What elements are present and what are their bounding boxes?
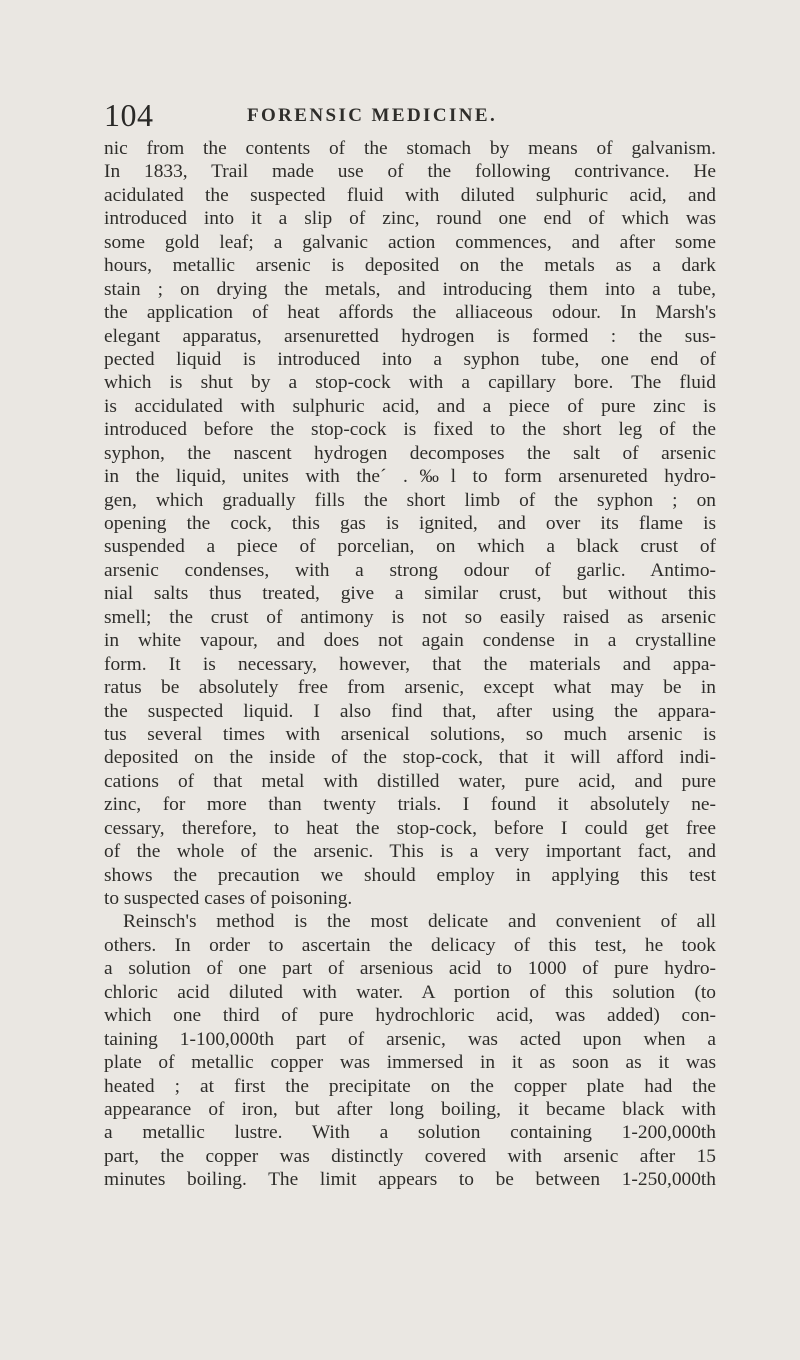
text-line: deposited on the inside of the stop-cock, that it will afford indi- [104,747,716,769]
text-line: taining 1-100,000th part of arsenic, was acted upon when a [104,1028,716,1050]
text-line: In 1833, Trail made use of the following contrivance. He [104,161,716,183]
text-line: introduced into it a slip of zinc, round one end of which was [104,208,716,230]
text-line: syphon, the nascent hydrogen decomposes the salt of arsenic [104,442,716,464]
text-line: others. In order to ascertain the delicacy of this test, he took [104,934,716,956]
text-line: elegant apparatus, arsenuretted hydrogen is formed : the sus- [104,325,716,347]
text-line: hours, metallic arsenic is deposited on the metals as a dark [104,255,716,277]
text-line: gen, which gradually fills the short limb of the syphon ; on [104,489,716,511]
text-line: stain ; on drying the metals, and introducing them into a tube, [104,278,716,300]
text-line: cessary, therefore, to heat the stop-cock, before I could get free [104,817,716,839]
text-line: part, the copper was distinctly covered with arsenic after 15 [104,1145,716,1167]
text-line: arsenic condenses, with a strong odour of garlic. Antimo- [104,559,716,581]
text-line: in the liquid, unites with the´ .‰l to form arsenureted hydro- [104,466,716,488]
text-line: cations of that metal with distilled water, pure acid, and pure [104,770,716,792]
text-line: introduced before the stop-cock is fixed to the short leg of the [104,419,716,441]
text-line: acidulated the suspected fluid with diluted sulphuric acid, and [104,184,716,206]
text-line: minutes boiling. The limit appears to be between 1-250,000th [104,1169,716,1191]
running-head: FORENSIC MEDICINE. [247,105,498,126]
text-line: tus several times with arsenical solutions, so much arsenic is [104,723,716,745]
text-line: shows the precaution we should employ in applying this test [104,864,716,886]
page-number: 104 [104,97,154,133]
text-line: nic from the contents of the stomach by means of galvanism. [104,138,716,159]
text-line: Reinsch's method is the most delicate and convenient of all [123,911,716,933]
text-line: chloric acid diluted with water. A portion of this solution (to [104,981,716,1003]
page-header [104,97,714,133]
text-line: some gold leaf; a galvanic action commences, and after some [104,231,716,253]
text-line: of the whole of the arsenic. This is a very important fact, and [104,841,716,863]
text-line: a solution of one part of arsenious acid to 1000 of pure hydro- [104,958,716,980]
text-line: a metallic lustre. With a solution containing 1-200,000th [104,1122,716,1144]
text-line: the application of heat affords the alliaceous odour. In Marsh's [104,302,716,324]
text-line: opening the cock, this gas is ignited, and over its flame is [104,513,716,534]
text-line: heated ; at first the precipitate on the copper plate had the [104,1075,716,1097]
text-line: which one third of pure hydrochloric acid, was added) con- [104,1005,716,1027]
text-line: zinc, for more than twenty trials. I found it absolutely ne- [104,794,716,816]
text-line: nial salts thus treated, give a similar crust, but without this [104,583,716,605]
text-line: smell; the crust of antimony is not so easily raised as arsenic [104,606,716,628]
text-line: to suspected cases of poisoning. [104,888,353,909]
text-line: pected liquid is introduced into a syphon tube, one end of [104,348,716,370]
text-line: the suspected liquid. I also find that, after using the appara- [104,700,716,722]
text-line: form. It is necessary, however, that the materials and appa- [104,653,716,675]
text-line: plate of metallic copper was immersed in it as soon as it was [104,1052,716,1074]
text-line: appearance of iron, but after long boiling, it became black with [104,1098,716,1120]
text-line: is accidulated with sulphuric acid, and a piece of pure zinc is [104,395,716,417]
text-line: which is shut by a stop-cock with a capillary bore. The fluid [104,372,716,394]
body-text [104,137,716,1192]
text-line: ratus be absolutely free from arsenic, except what may be in [104,677,716,699]
text-line: suspended a piece of porcelian, on which a black crust of [104,536,716,558]
text-line: in white vapour, and does not again condense in a crystalline [104,630,716,652]
